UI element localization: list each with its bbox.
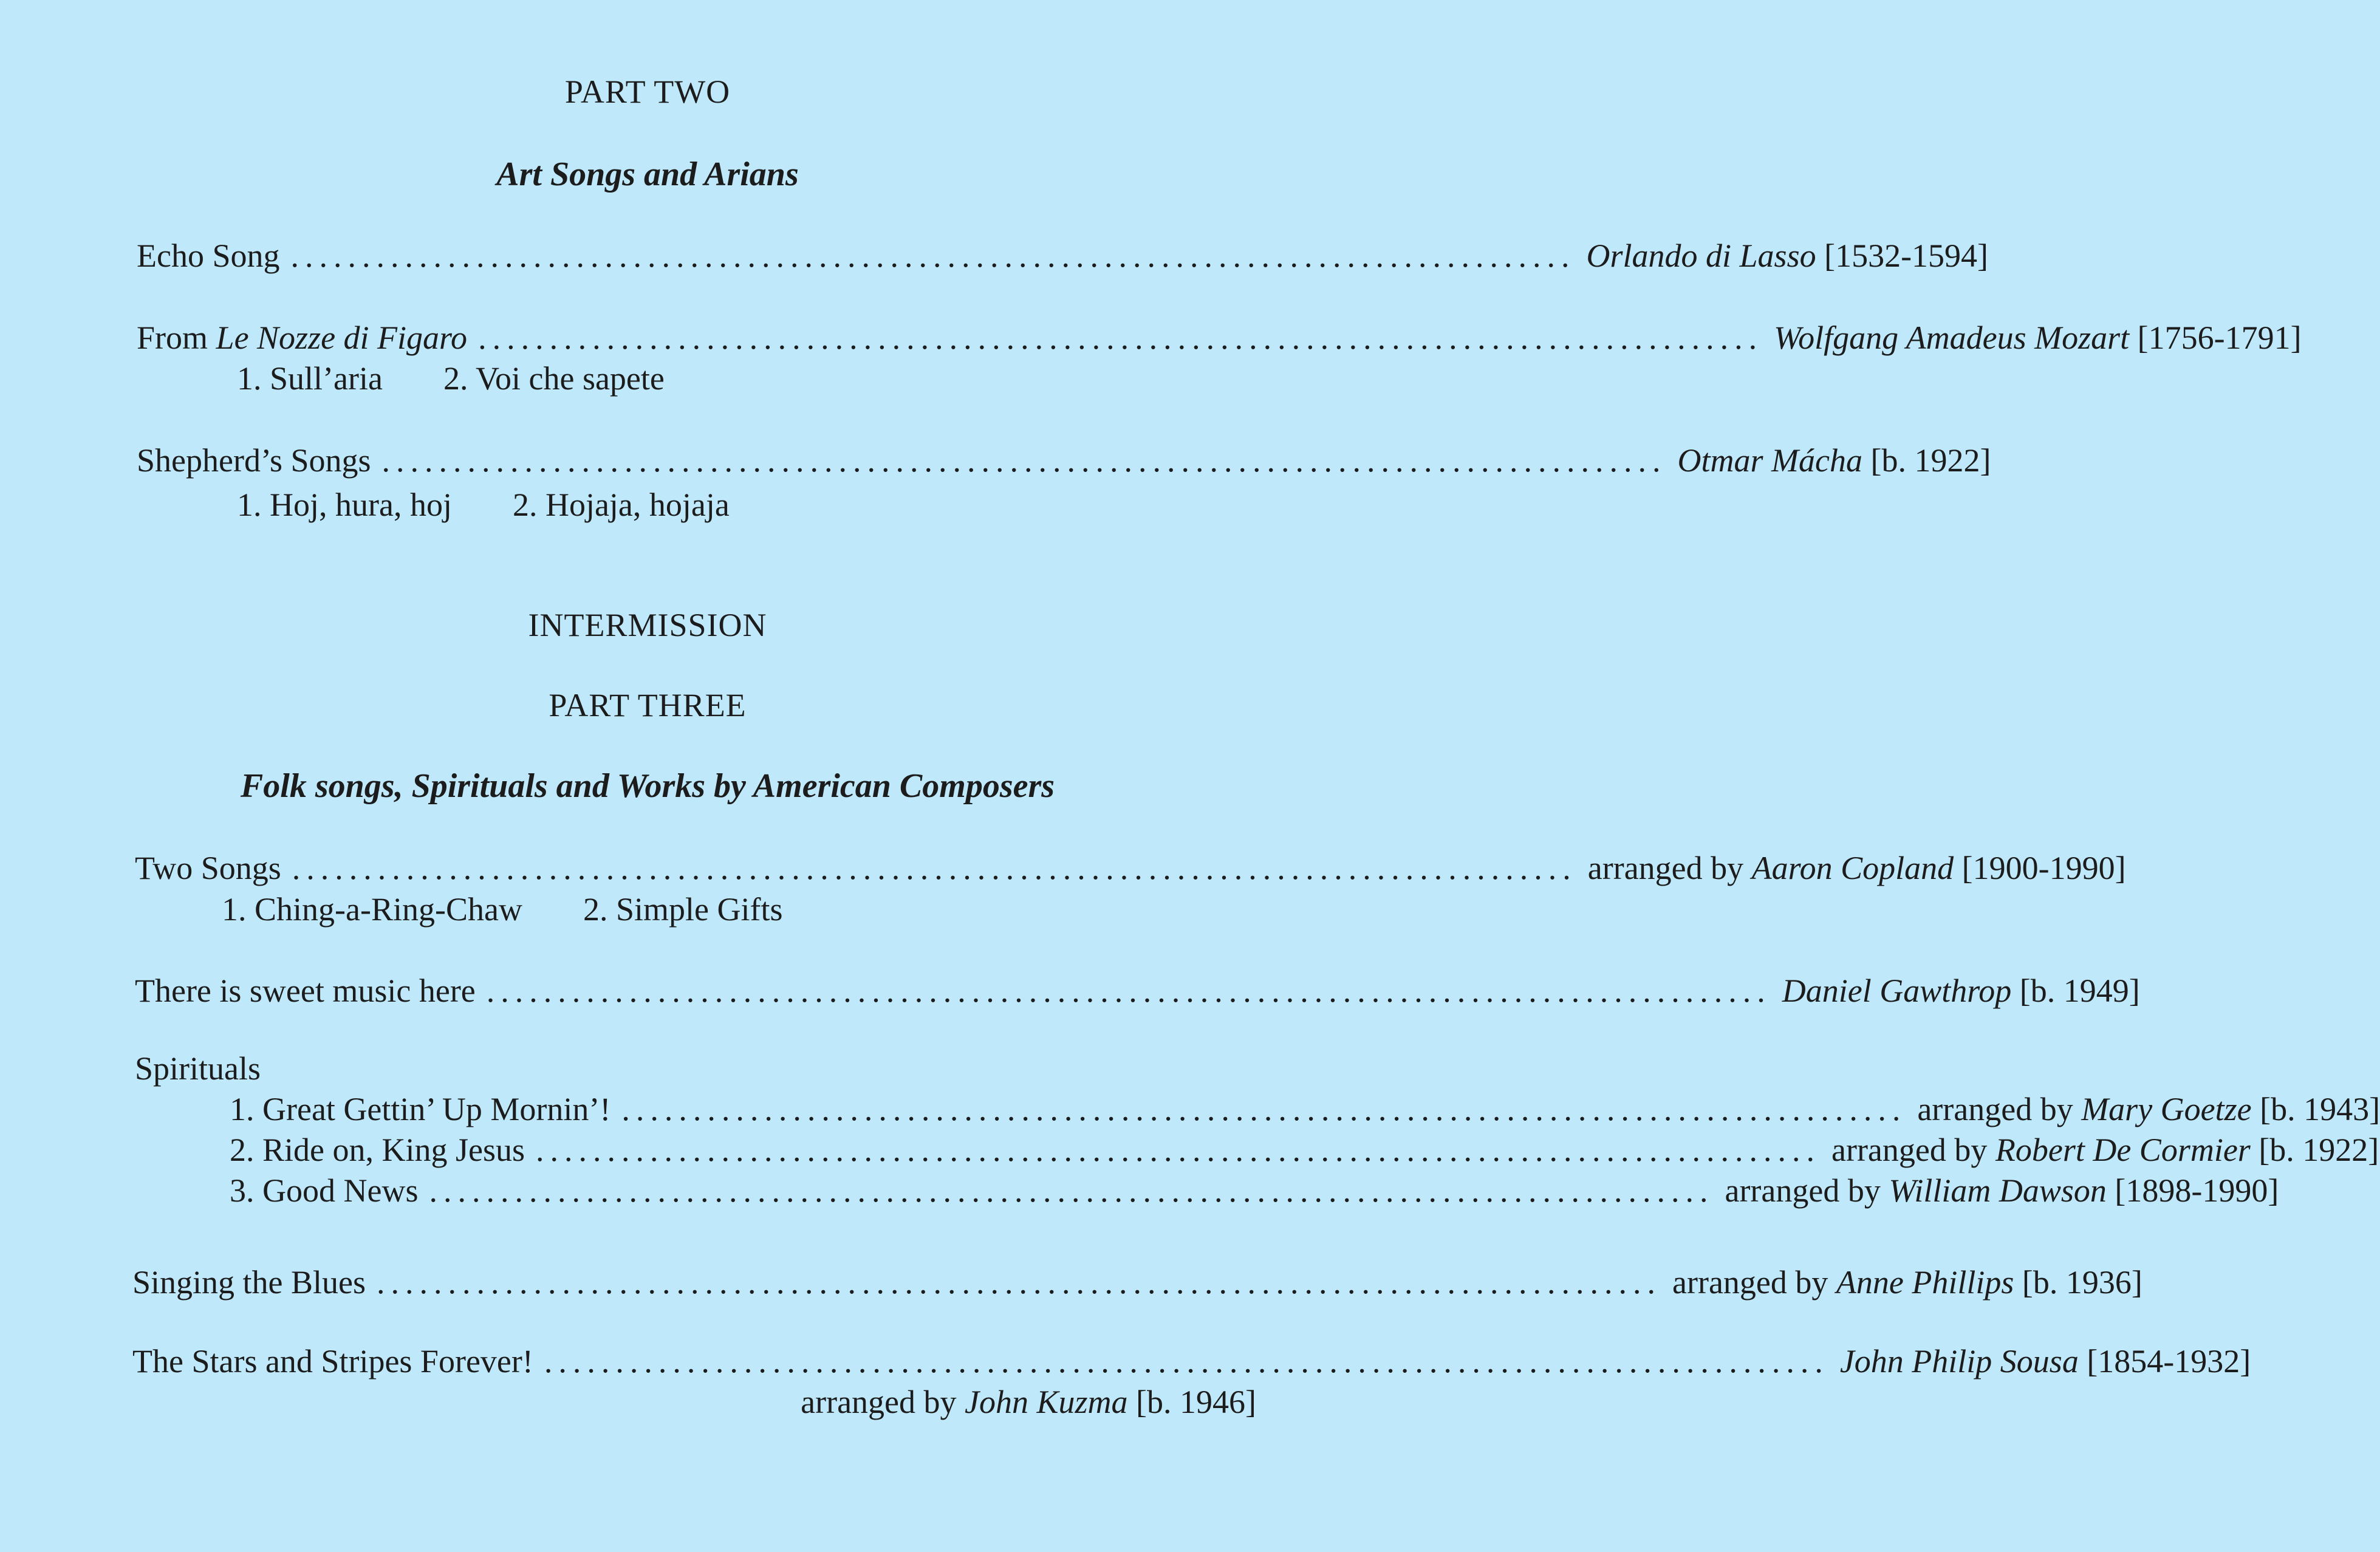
arranged-by: arranged by	[1831, 1132, 1995, 1168]
sub-item: 1. Hoj, hura, hoj	[237, 487, 452, 523]
composer: Wolfgang Amadeus Mozart	[1774, 320, 2130, 356]
part-two-subtitle: Art Songs and Arians	[496, 156, 799, 193]
sub-item: 2. Voi che sapete	[443, 360, 665, 397]
entry-title-opera: Le Nozze di Figaro	[216, 320, 468, 356]
composer: Mary Goetze	[2081, 1091, 2252, 1127]
program-entry-shepherds-songs	[137, 442, 1991, 479]
leader-dots: ..........................................................................................	[292, 850, 1577, 886]
dates: [b. 1936]	[2022, 1264, 2142, 1301]
leader-dots: ..........................................................................................	[381, 442, 1667, 479]
dates: [1756-1791]	[2137, 320, 2302, 356]
leader-dots: ..........................................................................................	[478, 320, 1763, 356]
leader-dots: ..........................................................................................	[536, 1132, 1821, 1168]
arranged-by: arranged by	[1672, 1264, 1836, 1301]
composer: Robert De Cormier	[1995, 1132, 2251, 1168]
dates: [1898-1990]	[2115, 1172, 2279, 1209]
composer: John Philip Sousa	[1839, 1343, 2079, 1379]
leader-dots: ..........................................................................................	[290, 238, 1576, 274]
sub-item: 2. Simple Gifts	[583, 891, 783, 928]
arranged-by: arranged by	[801, 1384, 965, 1420]
two-songs-list	[222, 891, 782, 928]
dates: [1900-1990]	[1961, 850, 2126, 886]
sub-item: 1. Ching-a-Ring-Chaw	[222, 891, 522, 928]
program-entry-sweet-music	[135, 972, 2140, 1010]
arranged-by: arranged by	[1587, 850, 1752, 886]
leader-dots: ..........................................................................................	[486, 973, 1771, 1009]
entry-title: Shepherd’s Songs	[137, 442, 371, 479]
sub-item: 1. Sull’aria	[237, 360, 383, 397]
part-three-subtitle: Folk songs, Spirituals and Works by American Composers	[240, 767, 1055, 805]
program-entry-good-news	[230, 1172, 2279, 1209]
entry-title: 2. Ride on, King Jesus	[230, 1132, 525, 1168]
composer: Orlando di Lasso	[1586, 238, 1816, 274]
leader-dots: ..........................................................................................	[429, 1172, 1714, 1209]
composer: Otmar Mácha	[1677, 442, 1862, 479]
program-entry-ride-on	[230, 1131, 2379, 1169]
program-entry-figaro	[137, 319, 2302, 357]
entry-title: Singing the Blues	[132, 1264, 366, 1301]
leader-dots: ..........................................................................................	[621, 1091, 1907, 1127]
composer: Anne Phillips	[1836, 1264, 2014, 1301]
dates: [b. 1949]	[2019, 973, 2140, 1009]
arranged-by: arranged by	[1917, 1091, 2082, 1127]
dates: [1532-1594]	[1824, 238, 1989, 274]
entry-title: There is sweet music here	[135, 973, 476, 1009]
part-two-heading: PART TWO	[564, 73, 731, 110]
entry-title: 3. Good News	[230, 1172, 419, 1209]
part-three-heading: PART THREE	[549, 687, 747, 723]
leader-dots: ..........................................................................................	[544, 1343, 1829, 1379]
dates: [1854-1932]	[2087, 1343, 2251, 1379]
arranged-by: arranged by	[1725, 1172, 1889, 1209]
dates: [b. 1946]	[1136, 1384, 1256, 1420]
entry-title: Echo Song	[137, 238, 280, 274]
dates: [b. 1922]	[2259, 1132, 2379, 1168]
program-entry-two-songs	[135, 849, 2126, 887]
program-entry-echo-song	[137, 237, 1989, 275]
intermission-heading: INTERMISSION	[528, 607, 767, 643]
entry-title: The Stars and Stripes Forever!	[132, 1343, 533, 1379]
stars-and-stripes-arranger	[801, 1383, 1256, 1421]
leader-dots: ..........................................................................................	[377, 1264, 1662, 1301]
entry-title: 1. Great Gettin’ Up Mornin’!	[230, 1091, 611, 1127]
dates: [b. 1922]	[1870, 442, 1991, 479]
composer: Aaron Copland	[1751, 850, 1954, 886]
program-entry-stars-and-stripes	[132, 1342, 2251, 1380]
dates: [b. 1943]	[2260, 1091, 2380, 1127]
figaro-arias	[237, 360, 665, 397]
entry-title-prefix: From	[137, 320, 216, 356]
program-entry-singing-the-blues	[132, 1263, 2142, 1301]
composer: Daniel Gawthrop	[1782, 973, 2012, 1009]
program-entry-great-gettin-up	[230, 1090, 2380, 1128]
entry-title: Two Songs	[135, 850, 281, 886]
composer: William Dawson	[1889, 1172, 2107, 1209]
sub-item: 2. Hojaja, hojaja	[512, 487, 730, 523]
composer: John Kuzma	[965, 1384, 1128, 1420]
spirituals-title: Spirituals	[135, 1050, 261, 1087]
shepherds-songs-list	[237, 486, 730, 524]
